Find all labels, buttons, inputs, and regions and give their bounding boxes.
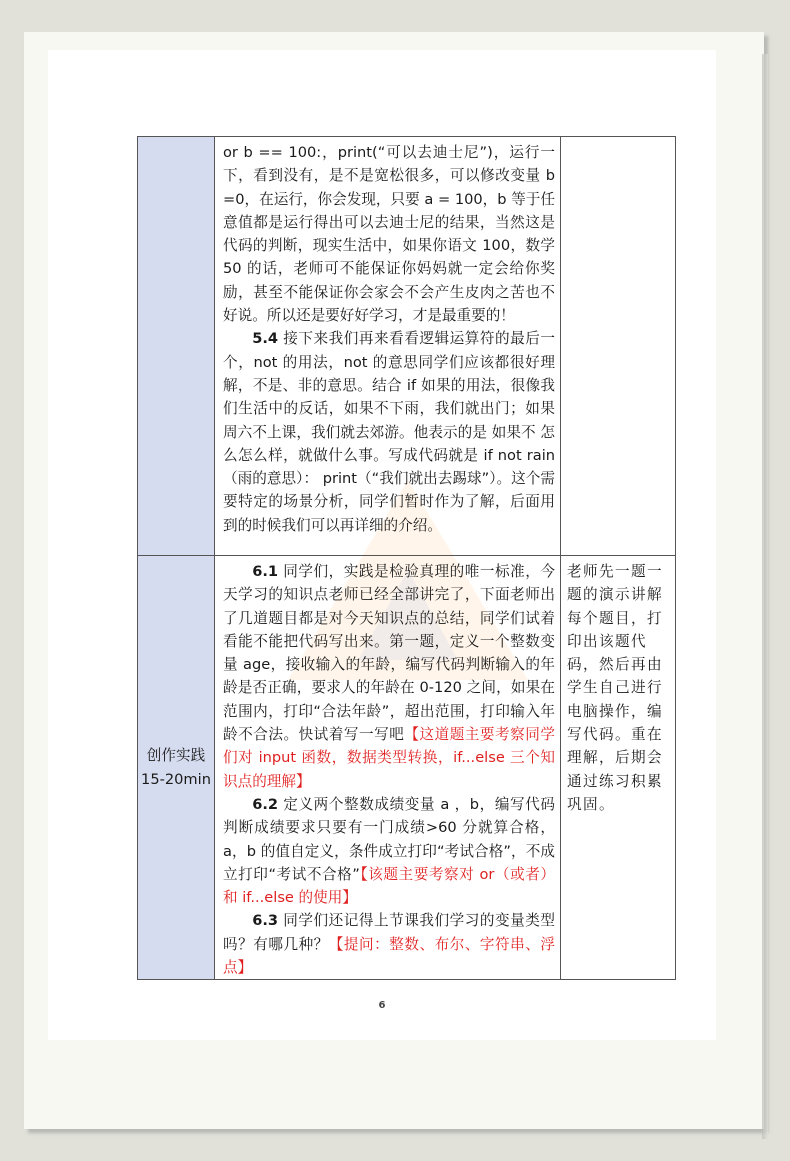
stage-duration: 15-20min xyxy=(141,770,211,788)
section-number: 6.2 xyxy=(252,795,279,813)
page-sheet xyxy=(48,50,716,1040)
paragraph-text: 接下来我们再来看看逻辑运算符的最后一个，not 的用法，not 的意思同学们应该都很好理解，不是、非的意思。结合 if 如果的用法，很像我们生活中的反话，如果不下雨，我们就出门；如果周六不上课，我们就去郊游。他表示的是 如果不 怎么怎么样，就做什么事。写成代码就是 if not rain（雨的意思）： print（“我们就出去踢球”）。这个需要特定的场景分析，同学们暂时作为了解，后面用到的时候我们可以再详细的介绍。 xyxy=(223,330,555,534)
document-page xyxy=(24,32,764,1129)
content-paragraph xyxy=(223,909,555,979)
section-number: 5.4 xyxy=(252,330,279,348)
stage-cell xyxy=(138,137,215,556)
paragraph-text: or b == 100:，print(“可以去迪士尼”)，运行一下，看到没有，是不是宽松很多，可以修改变量 b =0，在运行，你会发现，只要 a = 100，b 等于任意值都是运行得出可以去迪士尼的结果，当然这是代码的判断，现实生活中，如果你语文 100，数学 50 的话，老师可不能保证你妈妈就一定会给你奖励，甚至不能保证你会家会不会产生皮肉之苦也不好说。所以还是要好好学习，才是最重要的！ xyxy=(223,144,555,325)
content-cell xyxy=(215,556,561,980)
paragraph-text: 同学们还记得上节课我们学习的变量类型吗？有哪几种？ xyxy=(223,912,555,953)
teacher-note-cell xyxy=(561,137,676,556)
table-row xyxy=(138,137,676,556)
content-paragraph xyxy=(223,141,555,327)
paragraph-text: 定义两个整数成绩变量 a ，b，编写代码判断成绩要求只要有一门成绩>60 分就算合格，a，b 的值自定义，条件成立打印“考试合格”，不成立打印“考试不合格” xyxy=(223,795,555,883)
table-row xyxy=(138,556,676,980)
highlight-note: 【这道题主要考察同学们对 input 函数，数据类型转换，if...else 三个知识点的理解】 xyxy=(223,726,555,790)
content-paragraph xyxy=(223,793,555,909)
section-number: 6.3 xyxy=(252,912,279,930)
stage-title: 创作实践 xyxy=(146,747,206,765)
lesson-plan-table xyxy=(137,136,676,980)
paragraph-text: 同学们，实践是检验真理的唯一标准，今天学习的知识点老师已经全部讲完了，下面老师出了几道题目都是对今天知识点的总结，同学们试着看能不能把代码写出来。第一题，定义一个整数变量 age，接收输入的年龄，编写代码判断输入的年龄是否正确，要求人的年龄在 0-120 之间，如果在范围内，打印“合法年龄”，超出范围，打印输入年龄不合法。快试着写一写吧 xyxy=(223,563,555,744)
page-number: 6 xyxy=(378,1000,386,1011)
page-curl-shadow xyxy=(762,54,768,1139)
content-cell xyxy=(215,137,561,556)
content-paragraph xyxy=(223,327,555,537)
teacher-note-cell xyxy=(561,556,676,980)
content-paragraph xyxy=(223,560,555,793)
section-number: 6.1 xyxy=(252,563,279,580)
highlight-note: 【该题主要考察对 or（或者）和 if...else 的使用】 xyxy=(223,865,555,907)
stage-cell xyxy=(138,556,215,980)
highlight-note: 【提问：整数、布尔、字符串、浮点】 xyxy=(223,935,555,977)
teacher-note: 老师先一题一题的演示讲解每个题目，打印出该题代码，然后再由学生自己进行电脑操作，编写代码。重在理解，后期会通过练习积累巩固。 xyxy=(567,563,663,813)
